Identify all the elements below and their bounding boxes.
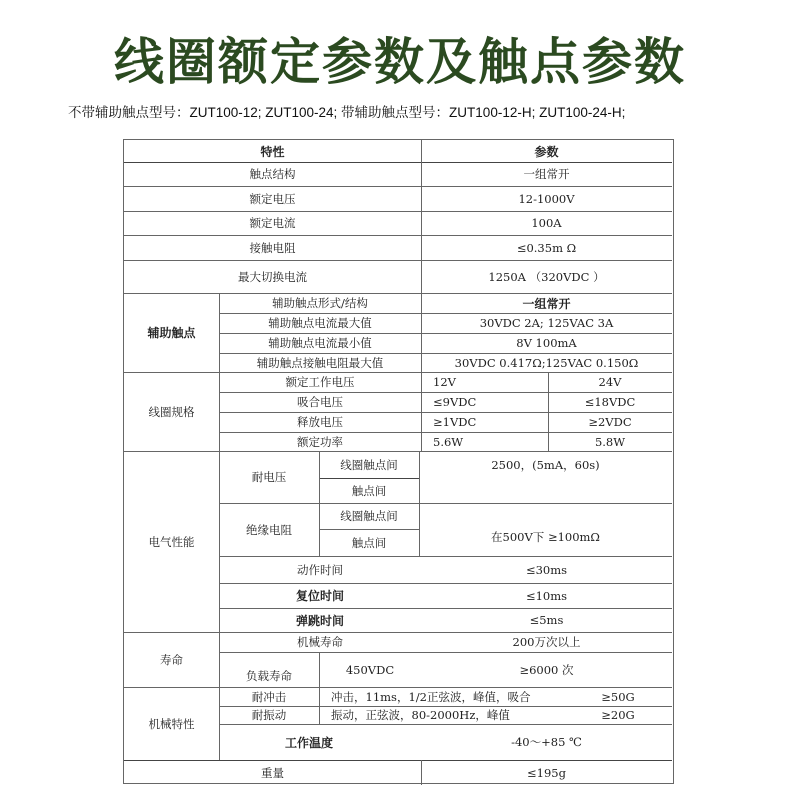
group-life-label: 寿命 [160,652,183,667]
coil-12v-value: 5.6W [433,434,464,449]
mech-life-value: 200万次以上 [512,635,581,649]
row-label: 接触电阻 [249,240,296,255]
mech-life-label: 机械寿命 [297,635,343,649]
model-note: 不带辅助触点型号：ZUT100-12; ZUT100-24; 带辅助触点型号：ZUT100-12-H; ZUT100-24-H; [68,105,626,120]
withstand-sub2: 触点间 [351,483,387,498]
insulation-value: 在500V下 ≥100mΩ [491,530,600,544]
aux-row-label: 辅助触点接触电阻最大值 [256,355,384,370]
coil-24v-value: ≥2VDC [588,415,632,429]
group-aux-label: 辅助触点 [147,326,196,340]
group-mech-label: 机械特性 [148,716,195,731]
temp-label: 工作温度 [284,735,333,750]
elec-row-value: ≤30ms [525,562,568,577]
aux-row-value: 30VDC 0.417Ω;125VAC 0.150Ω [454,355,639,370]
aux-row-value: 一组常开 [522,296,571,311]
coil-12v-value: ≥1VDC [433,415,477,429]
row-label: 最大切换电流 [238,269,307,284]
coil-12v-value: ≤9VDC [433,395,477,409]
vibration-desc: 振动，正弦波，80-2000Hz，峰值 [331,708,510,722]
coil-row-label: 释放电压 [297,415,343,429]
withstand-label: 耐电压 [251,470,287,484]
row-value: ≤0.35m Ω [516,240,577,255]
shock-value: ≥50G [601,689,635,704]
coil-row-label: 吸合电压 [297,395,343,409]
temp-value: -40～+85 ℃ [511,735,582,749]
row-label: 额定电压 [249,191,296,206]
elec-row-label: 动作时间 [297,562,343,577]
elec-row-label: 弹跳时间 [295,613,344,628]
row-value: 100A [531,216,562,230]
row-value: 12-1000V [518,191,575,206]
shock-desc: 冲击，11ms，1/2正弦波，峰值，吸合 [331,689,531,704]
group-coil-label: 线圈规格 [148,404,195,419]
coil-24v-value: ≤18VDC [584,395,636,409]
coil-12v-value: 12V [433,375,456,389]
weight-value: ≤195g [527,765,566,780]
coil-24v-value: 5.8W [594,434,626,449]
row-label: 额定电流 [249,216,296,230]
page-title: 线圈额定参数及触点参数 [114,33,686,91]
aux-row-label: 辅助触点电流最小值 [268,336,372,350]
load-life-voltage: 450VDC [345,662,395,677]
insulation-sub2: 触点间 [351,535,387,550]
shock-label: 耐冲击 [251,689,287,704]
aux-row-value: 30VDC 2A; 125VAC 3A [479,316,614,330]
spec-table [123,139,674,784]
load-life-label: 负载寿命 [246,668,292,683]
elec-row-value: ≤10ms [525,588,568,603]
row-value: 1250A （320VDC ） [488,269,605,284]
insulation-sub1: 线圈触点间 [340,509,398,523]
vibration-label: 耐振动 [251,708,287,722]
row-value: 一组常开 [523,167,570,181]
header-param: 参数 [534,144,559,159]
aux-row-value: 8V 100mA [516,336,577,350]
elec-row-label: 复位时间 [295,589,344,603]
withstand-value: 2500，(5mA，60s) [491,457,600,472]
aux-row-label: 辅助触点形式/结构 [272,296,368,310]
vibration-value: ≥20G [601,708,635,722]
header-feature: 特性 [260,144,285,159]
aux-row-label: 辅助触点电流最大值 [268,316,372,330]
coil-row-label: 额定工作电压 [285,375,355,389]
elec-row-value: ≤5ms [529,613,564,627]
coil-24v-value: 24V [598,375,622,389]
insulation-label: 绝缘电阻 [246,522,292,537]
weight-label: 重量 [261,765,284,780]
load-life-value: ≥6000 次 [519,662,574,677]
coil-row-label: 额定功率 [297,434,343,449]
group-elec-label: 电气性能 [148,534,195,549]
withstand-sub1: 线圈触点间 [340,457,398,472]
row-label: 触点结构 [249,167,296,181]
